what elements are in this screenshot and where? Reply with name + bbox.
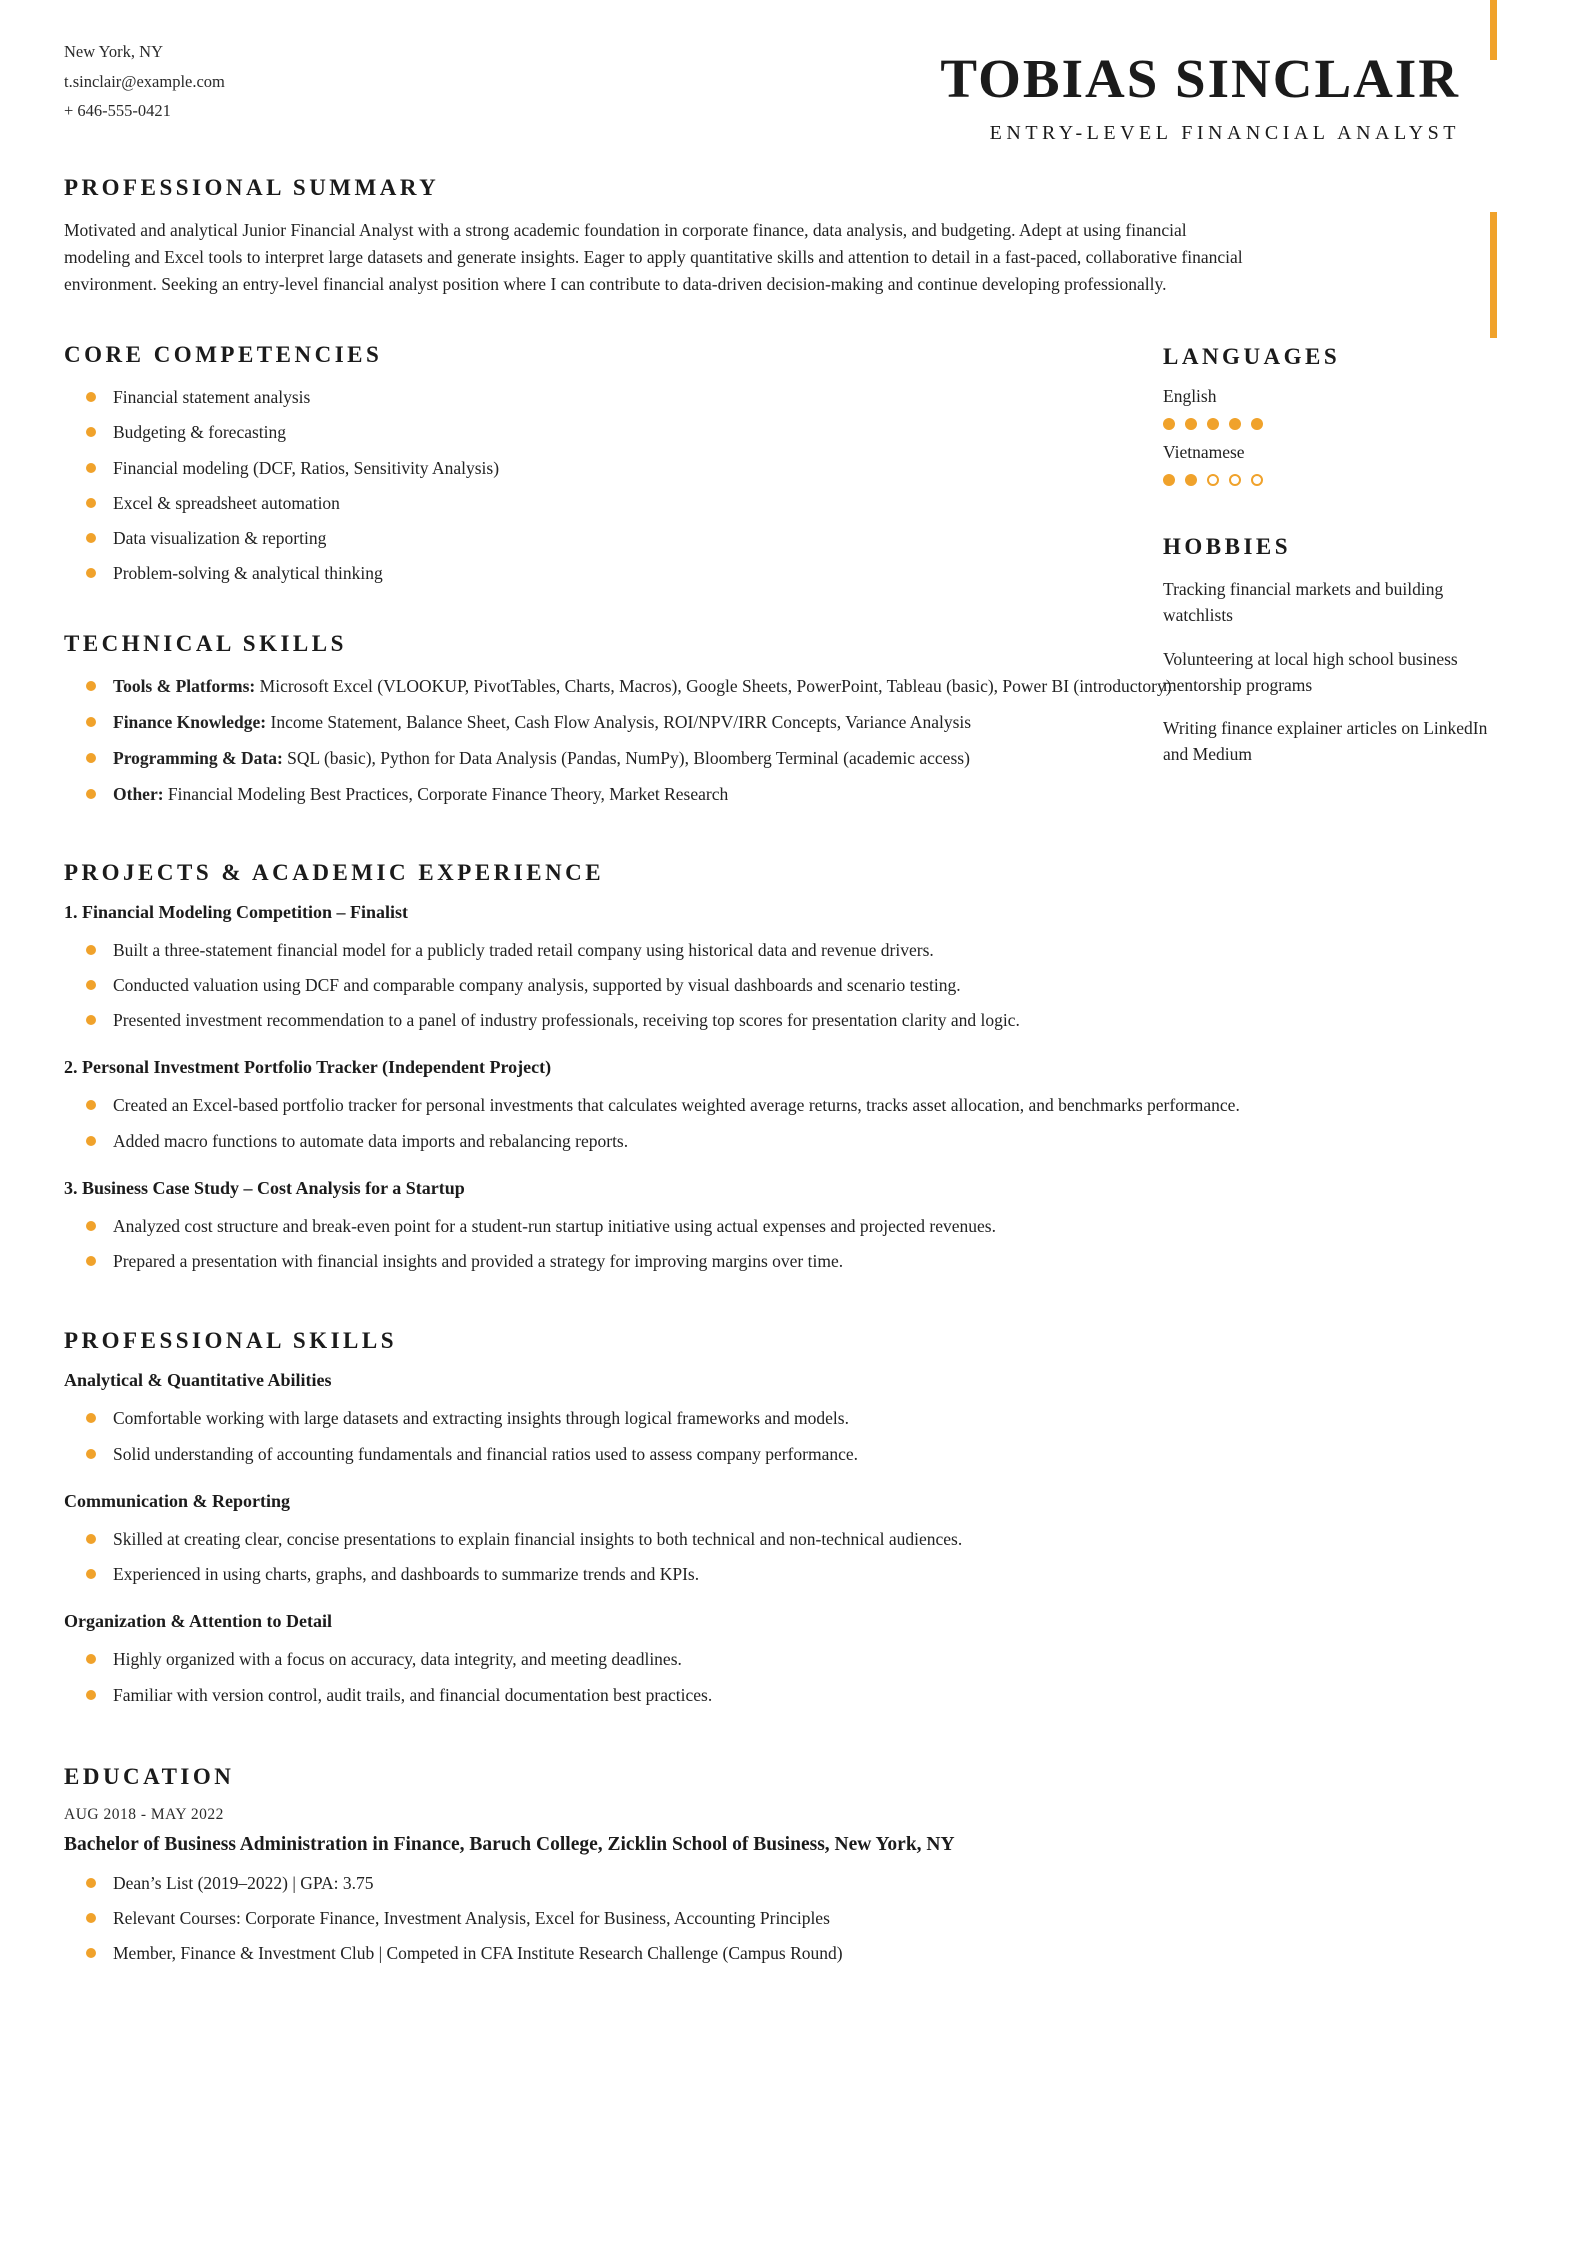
level-dot-filled	[1229, 418, 1241, 430]
skill-label: Tools & Platforms:	[113, 675, 256, 696]
list-item	[64, 781, 1269, 807]
contact-block	[64, 44, 225, 133]
hobby-item: Volunteering at local high school business mentorship programs	[1163, 648, 1458, 695]
accent-bar-top	[1490, 0, 1497, 60]
candidate-title: ENTRY-LEVEL FINANCIAL ANALYST	[989, 121, 1460, 144]
list-item	[64, 745, 1269, 771]
summary-text: Motivated and analytical Junior Financial Analyst with a strong academic foundation in corporate finance, data analysis, and budgeting. Adept at using financial modeling and Excel tools to interpret large datasets and generate insights. Eager to apply quantitative skills and attention to detail in a fast-paced, collaborative financial environment. Seeking an entry-level financial analyst position where I can contribute to data-driven decision-making and continue developing professionally.	[64, 219, 1243, 294]
section-technical-skills	[64, 631, 1269, 808]
skill-group-bullets	[64, 1526, 1269, 1588]
candidate-name: TOBIAS SINCLAIR	[940, 48, 1460, 109]
skill-label: Finance Knowledge:	[113, 711, 267, 732]
list-item: Presented investment recommendation to a panel of industry professionals, receiving top scores for presentation clarity and logic.	[64, 1007, 1269, 1033]
name-block	[940, 44, 1460, 145]
skill-group-title: Organization & Attention to Detail	[64, 1611, 332, 1632]
education-dates: AUG 2018 - MAY 2022	[64, 1805, 224, 1823]
contact-phone: + 646-555-0421	[64, 101, 171, 120]
list-item: Financial statement analysis	[64, 384, 1269, 410]
list-item: Data visualization & reporting	[64, 525, 1269, 551]
list-item: Created an Excel-based portfolio tracker for personal investments that calculates weighted average returns, tracks asset allocation, and benchmarks performance.	[64, 1092, 1269, 1118]
level-dot-filled	[1185, 418, 1197, 430]
side-column	[1163, 344, 1493, 785]
hobby-item: Writing finance explainer articles on LinkedIn and Medium	[1163, 718, 1488, 765]
section-languages	[1163, 344, 1493, 486]
level-dot-filled	[1185, 474, 1197, 486]
level-dot-empty	[1251, 474, 1263, 486]
level-dot-filled	[1163, 474, 1175, 486]
projects-heading: PROJECTS & ACADEMIC EXPERIENCE	[64, 859, 605, 885]
section-projects	[64, 860, 1269, 1275]
skill-label: Programming & Data:	[113, 748, 283, 769]
list-item: Excel & spreadsheet automation	[64, 490, 1269, 516]
list-item: Conducted valuation using DCF and comparable company analysis, supported by visual dashboards and scenario testing.	[64, 972, 1269, 998]
skill-text: Microsoft Excel (VLOOKUP, PivotTables, Charts, Macros), Google Sheets, PowerPoint, Tableau (basic), Power BI (introductory)	[259, 675, 1172, 696]
list-item: Financial modeling (DCF, Ratios, Sensitivity Analysis)	[64, 455, 1269, 481]
skill-group-title: Analytical & Quantitative Abilities	[64, 1370, 332, 1391]
list-item: Familiar with version control, audit trails, and financial documentation best practices.	[64, 1682, 1269, 1708]
education-degree: Bachelor of Business Administration in Finance, Baruch College, Zicklin School of Business, New York, NY	[64, 1833, 955, 1855]
core-competencies-heading: CORE COMPETENCIES	[64, 342, 383, 368]
skill-group-bullets	[64, 1405, 1269, 1467]
list-item: Relevant Courses: Corporate Finance, Investment Analysis, Excel for Business, Accounting Principles	[64, 1905, 1269, 1931]
project-title: 2. Personal Investment Portfolio Tracker (Independent Project)	[64, 1057, 552, 1078]
education-heading: EDUCATION	[64, 1763, 235, 1789]
header	[0, 0, 1588, 145]
summary-heading: PROFESSIONAL SUMMARY	[64, 174, 440, 200]
section-hobbies	[1163, 534, 1493, 768]
contact-email: t.sinclair@example.com	[64, 71, 225, 91]
list-item: Skilled at creating clear, concise presentations to explain financial insights to both technical and non-technical audiences.	[64, 1526, 1269, 1552]
two-column-area	[0, 342, 1588, 1967]
section-professional-skills	[64, 1328, 1269, 1708]
project-bullets	[64, 1213, 1269, 1275]
list-item: Comfortable working with large datasets and extracting insights through logical frameworks and models.	[64, 1405, 1269, 1431]
skill-group-title: Communication & Reporting	[64, 1490, 290, 1511]
contact-location: New York, NY	[64, 42, 164, 61]
project-title: 3. Business Case Study – Cost Analysis for a Startup	[64, 1177, 465, 1198]
technical-skills-list	[64, 673, 1269, 808]
project-title: 1. Financial Modeling Competition – Finalist	[64, 901, 409, 922]
list-item: Budgeting & forecasting	[64, 419, 1269, 445]
skill-label: Other:	[113, 784, 164, 805]
list-item	[64, 673, 1269, 699]
languages-heading: LANGUAGES	[1163, 344, 1341, 370]
skill-text: Financial Modeling Best Practices, Corporate Finance Theory, Market Research	[167, 784, 729, 805]
professional-skills-heading: PROFESSIONAL SKILLS	[64, 1328, 398, 1354]
list-item: Built a three-statement financial model for a publicly traded retail company using historical data and revenue drivers.	[64, 937, 1269, 963]
language-level-dots	[1163, 474, 1493, 486]
main-column	[64, 342, 1269, 1967]
project-bullets	[64, 1092, 1269, 1154]
level-dot-empty	[1229, 474, 1241, 486]
list-item	[64, 709, 1269, 735]
skill-group-bullets	[64, 1646, 1269, 1708]
skill-text: Income Statement, Balance Sheet, Cash Flow Analysis, ROI/NPV/IRR Concepts, Variance Analysis	[270, 711, 972, 732]
technical-skills-heading: TECHNICAL SKILLS	[64, 630, 347, 656]
list-item: Solid understanding of accounting fundamentals and financial ratios used to assess company performance.	[64, 1441, 1269, 1467]
level-dot-filled	[1207, 418, 1219, 430]
list-item: Dean’s List (2019–2022) | GPA: 3.75	[64, 1870, 1269, 1896]
section-education	[64, 1764, 1269, 1967]
list-item: Added macro functions to automate data imports and rebalancing reports.	[64, 1128, 1269, 1154]
language-level-dots	[1163, 418, 1493, 430]
level-dot-empty	[1207, 474, 1219, 486]
level-dot-filled	[1251, 418, 1263, 430]
list-item: Prepared a presentation with financial insights and provided a strategy for improving margins over time.	[64, 1248, 1269, 1274]
list-item: Analyzed cost structure and break-even point for a student-run startup initiative using actual expenses and projected revenues.	[64, 1213, 1269, 1239]
education-bullets	[64, 1870, 1269, 1967]
accent-bar-middle	[1490, 212, 1497, 338]
level-dot-filled	[1163, 418, 1175, 430]
list-item: Problem-solving & analytical thinking	[64, 560, 1269, 586]
hobby-item: Tracking financial markets and building watchlists	[1163, 579, 1444, 626]
skill-text: SQL (basic), Python for Data Analysis (Pandas, NumPy), Bloomberg Terminal (academic access)	[287, 748, 970, 769]
hobbies-heading: HOBBIES	[1163, 534, 1292, 560]
section-core-competencies	[64, 342, 1269, 587]
project-bullets	[64, 937, 1269, 1034]
list-item: Highly organized with a focus on accuracy, data integrity, and meeting deadlines.	[64, 1646, 1269, 1672]
core-competencies-list	[64, 384, 1269, 587]
language-name: Vietnamese	[1163, 442, 1245, 463]
list-item: Member, Finance & Investment Club | Competed in CFA Institute Research Challenge (Campus Round)	[64, 1940, 1269, 1966]
language-name: English	[1163, 386, 1217, 407]
list-item: Experienced in using charts, graphs, and dashboards to summarize trends and KPIs.	[64, 1561, 1269, 1587]
section-professional-summary	[64, 175, 1468, 298]
